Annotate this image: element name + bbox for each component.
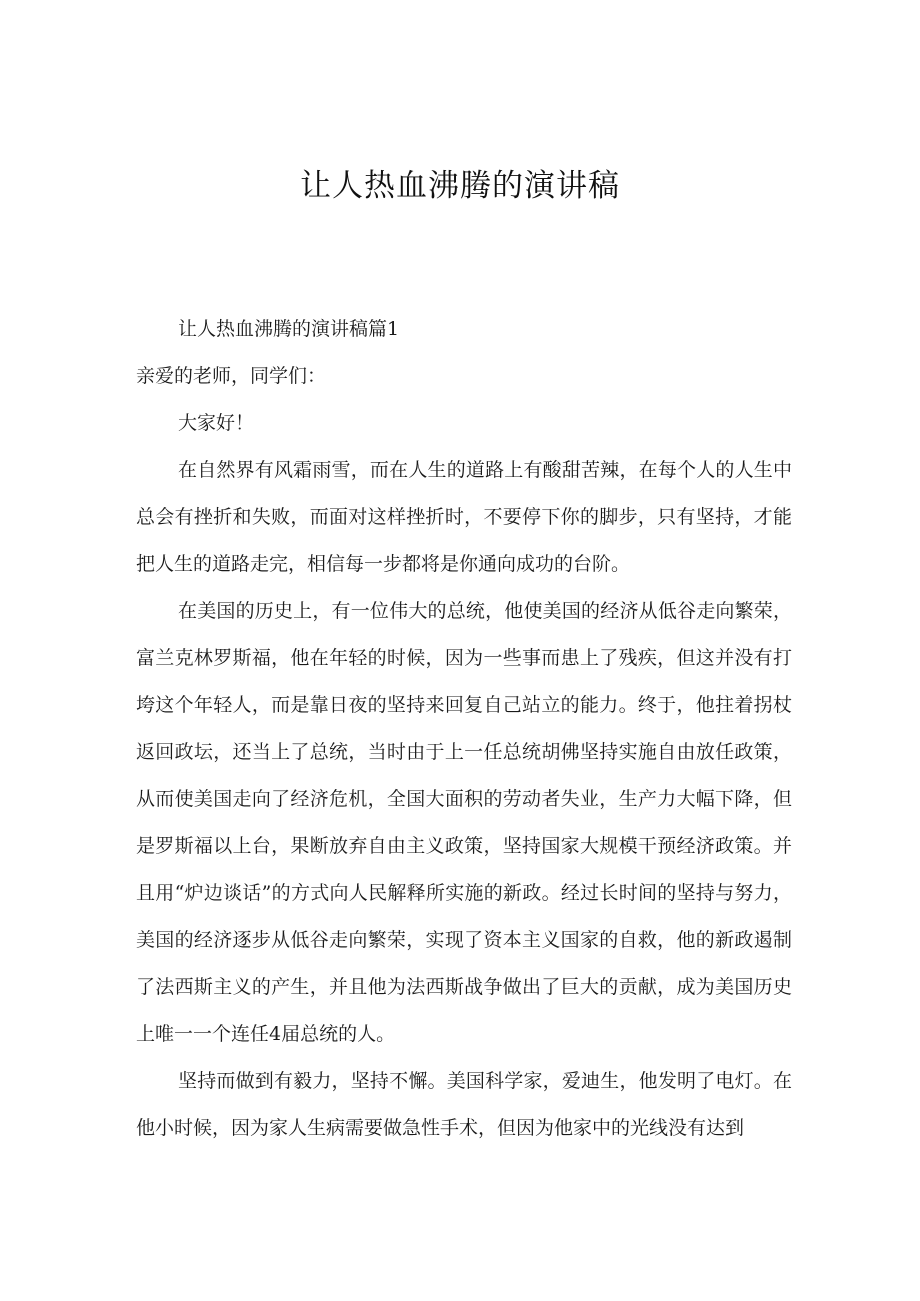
body-paragraph: 在自然界有风霜雨雪，而在人生的道路上有酸甜苦辣，在每个人的人生中总会有挫折和失败，而面对这样挫折时，不要停下你的脚步，只有坚持，才能把人生的道路走完，相信每一步都将是你通向成功的台阶。 — [136, 459, 792, 575]
body-paragraph: 坚持而做到有毅力，坚持不懈。美国科学家，爱迪生，他发明了电灯。在他小时候，因为家人生病需要做急性手术，但因为他家中的光线没有达到 — [136, 1070, 792, 1139]
document-title: 让人热血沸腾的演讲稿 — [300, 168, 620, 204]
body-paragraph: 在美国的历史上，有一位伟大的总统，他使美国的经济从低谷走向繁荣，富兰克林罗斯福，他在年轻的时候，因为一些事而患上了残疾，但这并没有打垮这个年轻人，而是靠日夜的坚持来回复自己站立的能力。终于，他拄着拐杖返回政坛，还当上了总统，当时由于上一任总统胡佛坚持实施自由放任政策，从而使美国走向了经济危机，全国大面积的劳动者失业，生产力大幅下降，但是罗斯福以上台，果断放弃自由主义政策，坚持国家大规模干预经济政策。并且用“炉边谈话”的方式向人民解释所实施的新政。经过长时间的坚持与努力，美国的经济逐步从低谷走向繁荣，实现了资本主义国家的自救，他的新政遏制了法西斯主义的产生，并且他为法西斯战争做出了巨大的贡献，成为美国历史上唯一一个连任4届总统的人。 — [136, 600, 792, 1045]
document-body — [136, 306, 792, 1152]
section-heading: 让人热血沸腾的演讲稿篇1 — [178, 318, 400, 340]
greeting: 大家好！ — [178, 412, 255, 434]
salutation: 亲爱的老师，同学们： — [136, 365, 327, 387]
